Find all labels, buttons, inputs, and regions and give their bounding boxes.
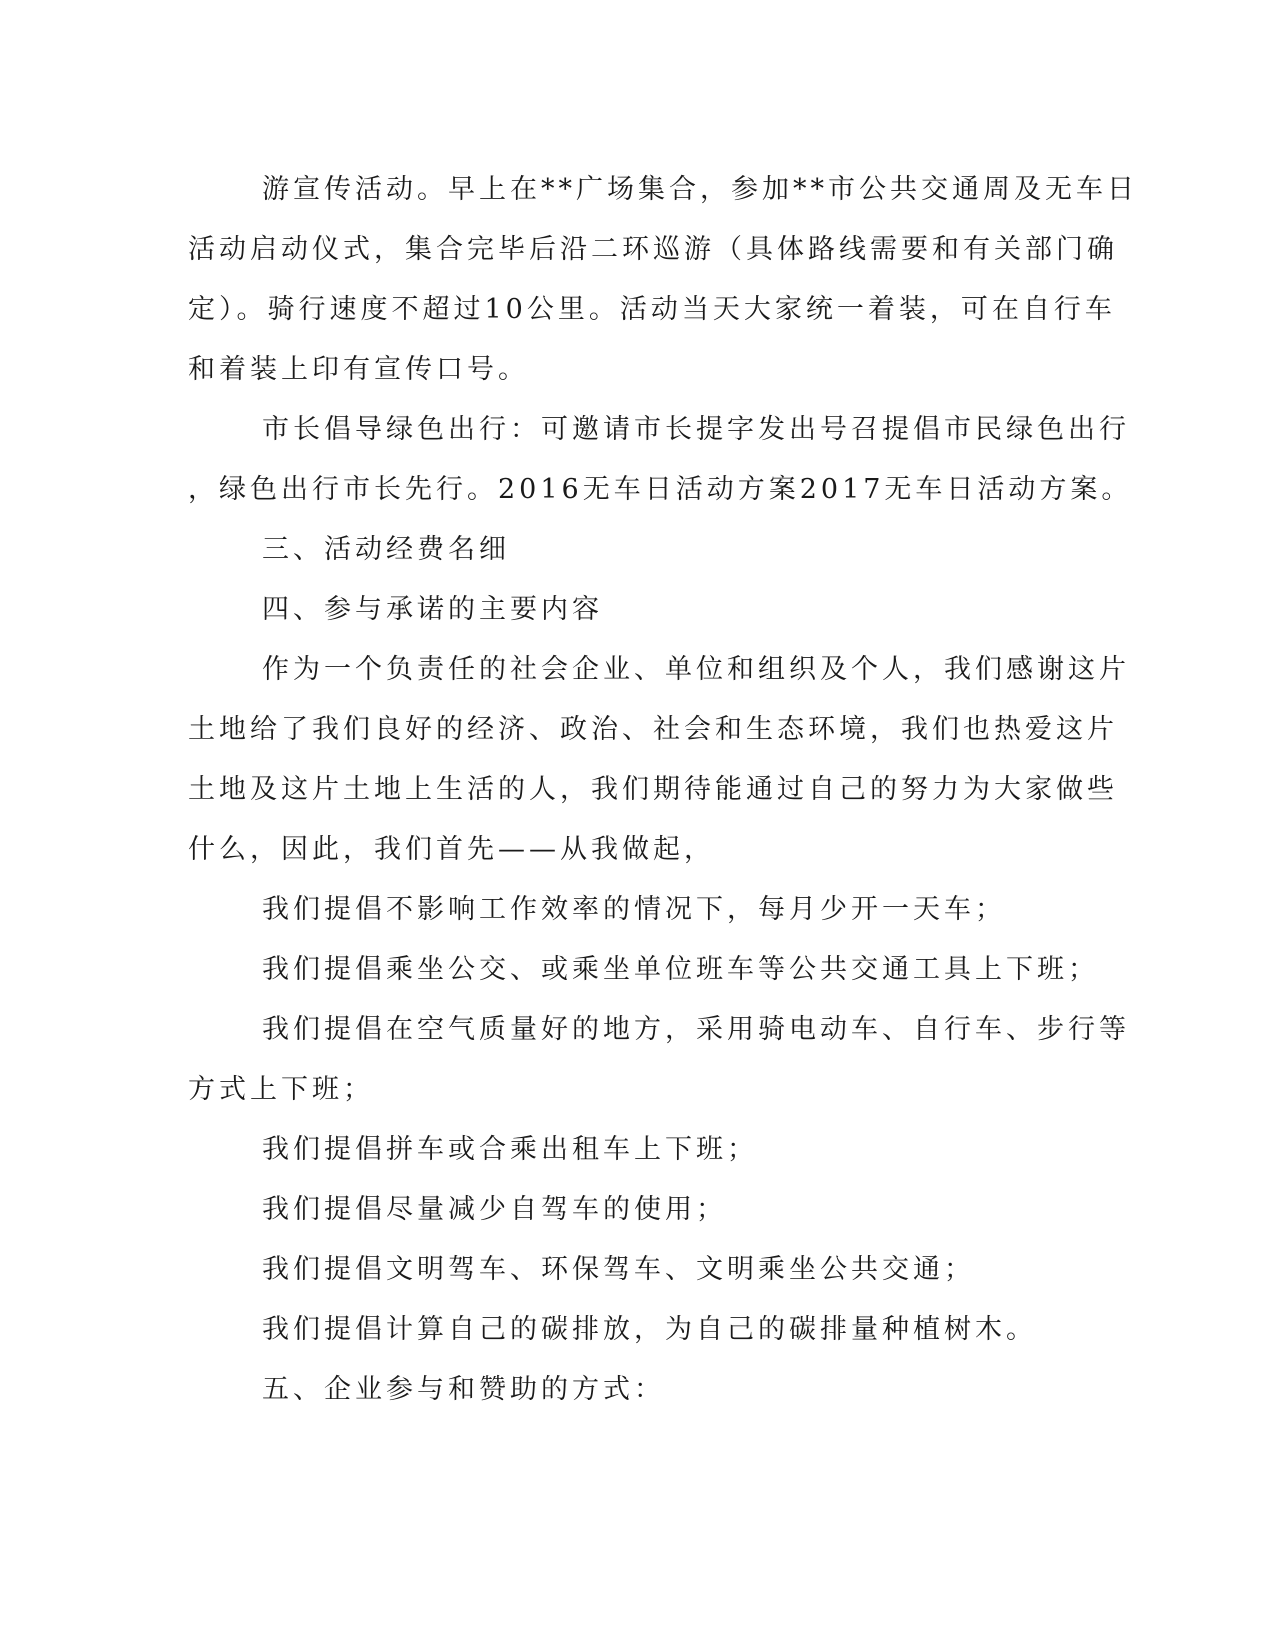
text-line: ，绿色出行市长先行。2016无车日活动方案2017无车日活动方案。 xyxy=(188,474,1133,505)
text-line: 我们提倡计算自己的碳排放，为自己的碳排量种植树木。 xyxy=(262,1314,1037,1345)
text-line: 什么，因此，我们首先——从我做起， xyxy=(188,834,715,865)
section-heading: 三、活动经费名细 xyxy=(262,534,510,565)
text-line: 活动启动仪式，集合完毕后沿二环巡游（具体路线需要和有关部门确 xyxy=(188,234,1118,265)
text-line: 我们提倡不影响工作效率的情况下，每月少开一天车； xyxy=(262,894,1006,925)
text-line: 我们提倡文明驾车、环保驾车、文明乘坐公共交通； xyxy=(262,1254,975,1285)
text-line: 土地及这片土地上生活的人，我们期待能通过自己的努力为大家做些 xyxy=(188,774,1118,805)
text-line: 定）。骑行速度不超过10公里。活动当天大家统一着装，可在自行车 xyxy=(188,294,1116,325)
text-line: 土地给了我们良好的经济、政治、社会和生态环境，我们也热爱这片 xyxy=(188,714,1118,745)
text-line: 我们提倡拼车或合乘出租车上下班； xyxy=(262,1134,758,1165)
text-line: 市长倡导绿色出行：可邀请市长提字发出号召提倡市民绿色出行 xyxy=(262,414,1130,445)
text-line: 我们提倡在空气质量好的地方，采用骑电动车、自行车、步行等 xyxy=(262,1014,1130,1045)
text-line: 和着装上印有宣传口号。 xyxy=(188,354,529,385)
text-line: 游宣传活动。早上在**广场集合，参加**市公共交通周及无车日 xyxy=(262,174,1138,205)
text-line: 我们提倡乘坐公交、或乘坐单位班车等公共交通工具上下班； xyxy=(262,954,1099,985)
text-line: 我们提倡尽量减少自驾车的使用； xyxy=(262,1194,727,1225)
document-body xyxy=(188,160,1138,1420)
section-heading: 四、参与承诺的主要内容 xyxy=(262,594,603,625)
text-line: 方式上下班； xyxy=(188,1074,374,1105)
text-line: 作为一个负责任的社会企业、单位和组织及个人，我们感谢这片 xyxy=(262,654,1130,685)
section-heading: 五、企业参与和赞助的方式： xyxy=(262,1374,665,1405)
